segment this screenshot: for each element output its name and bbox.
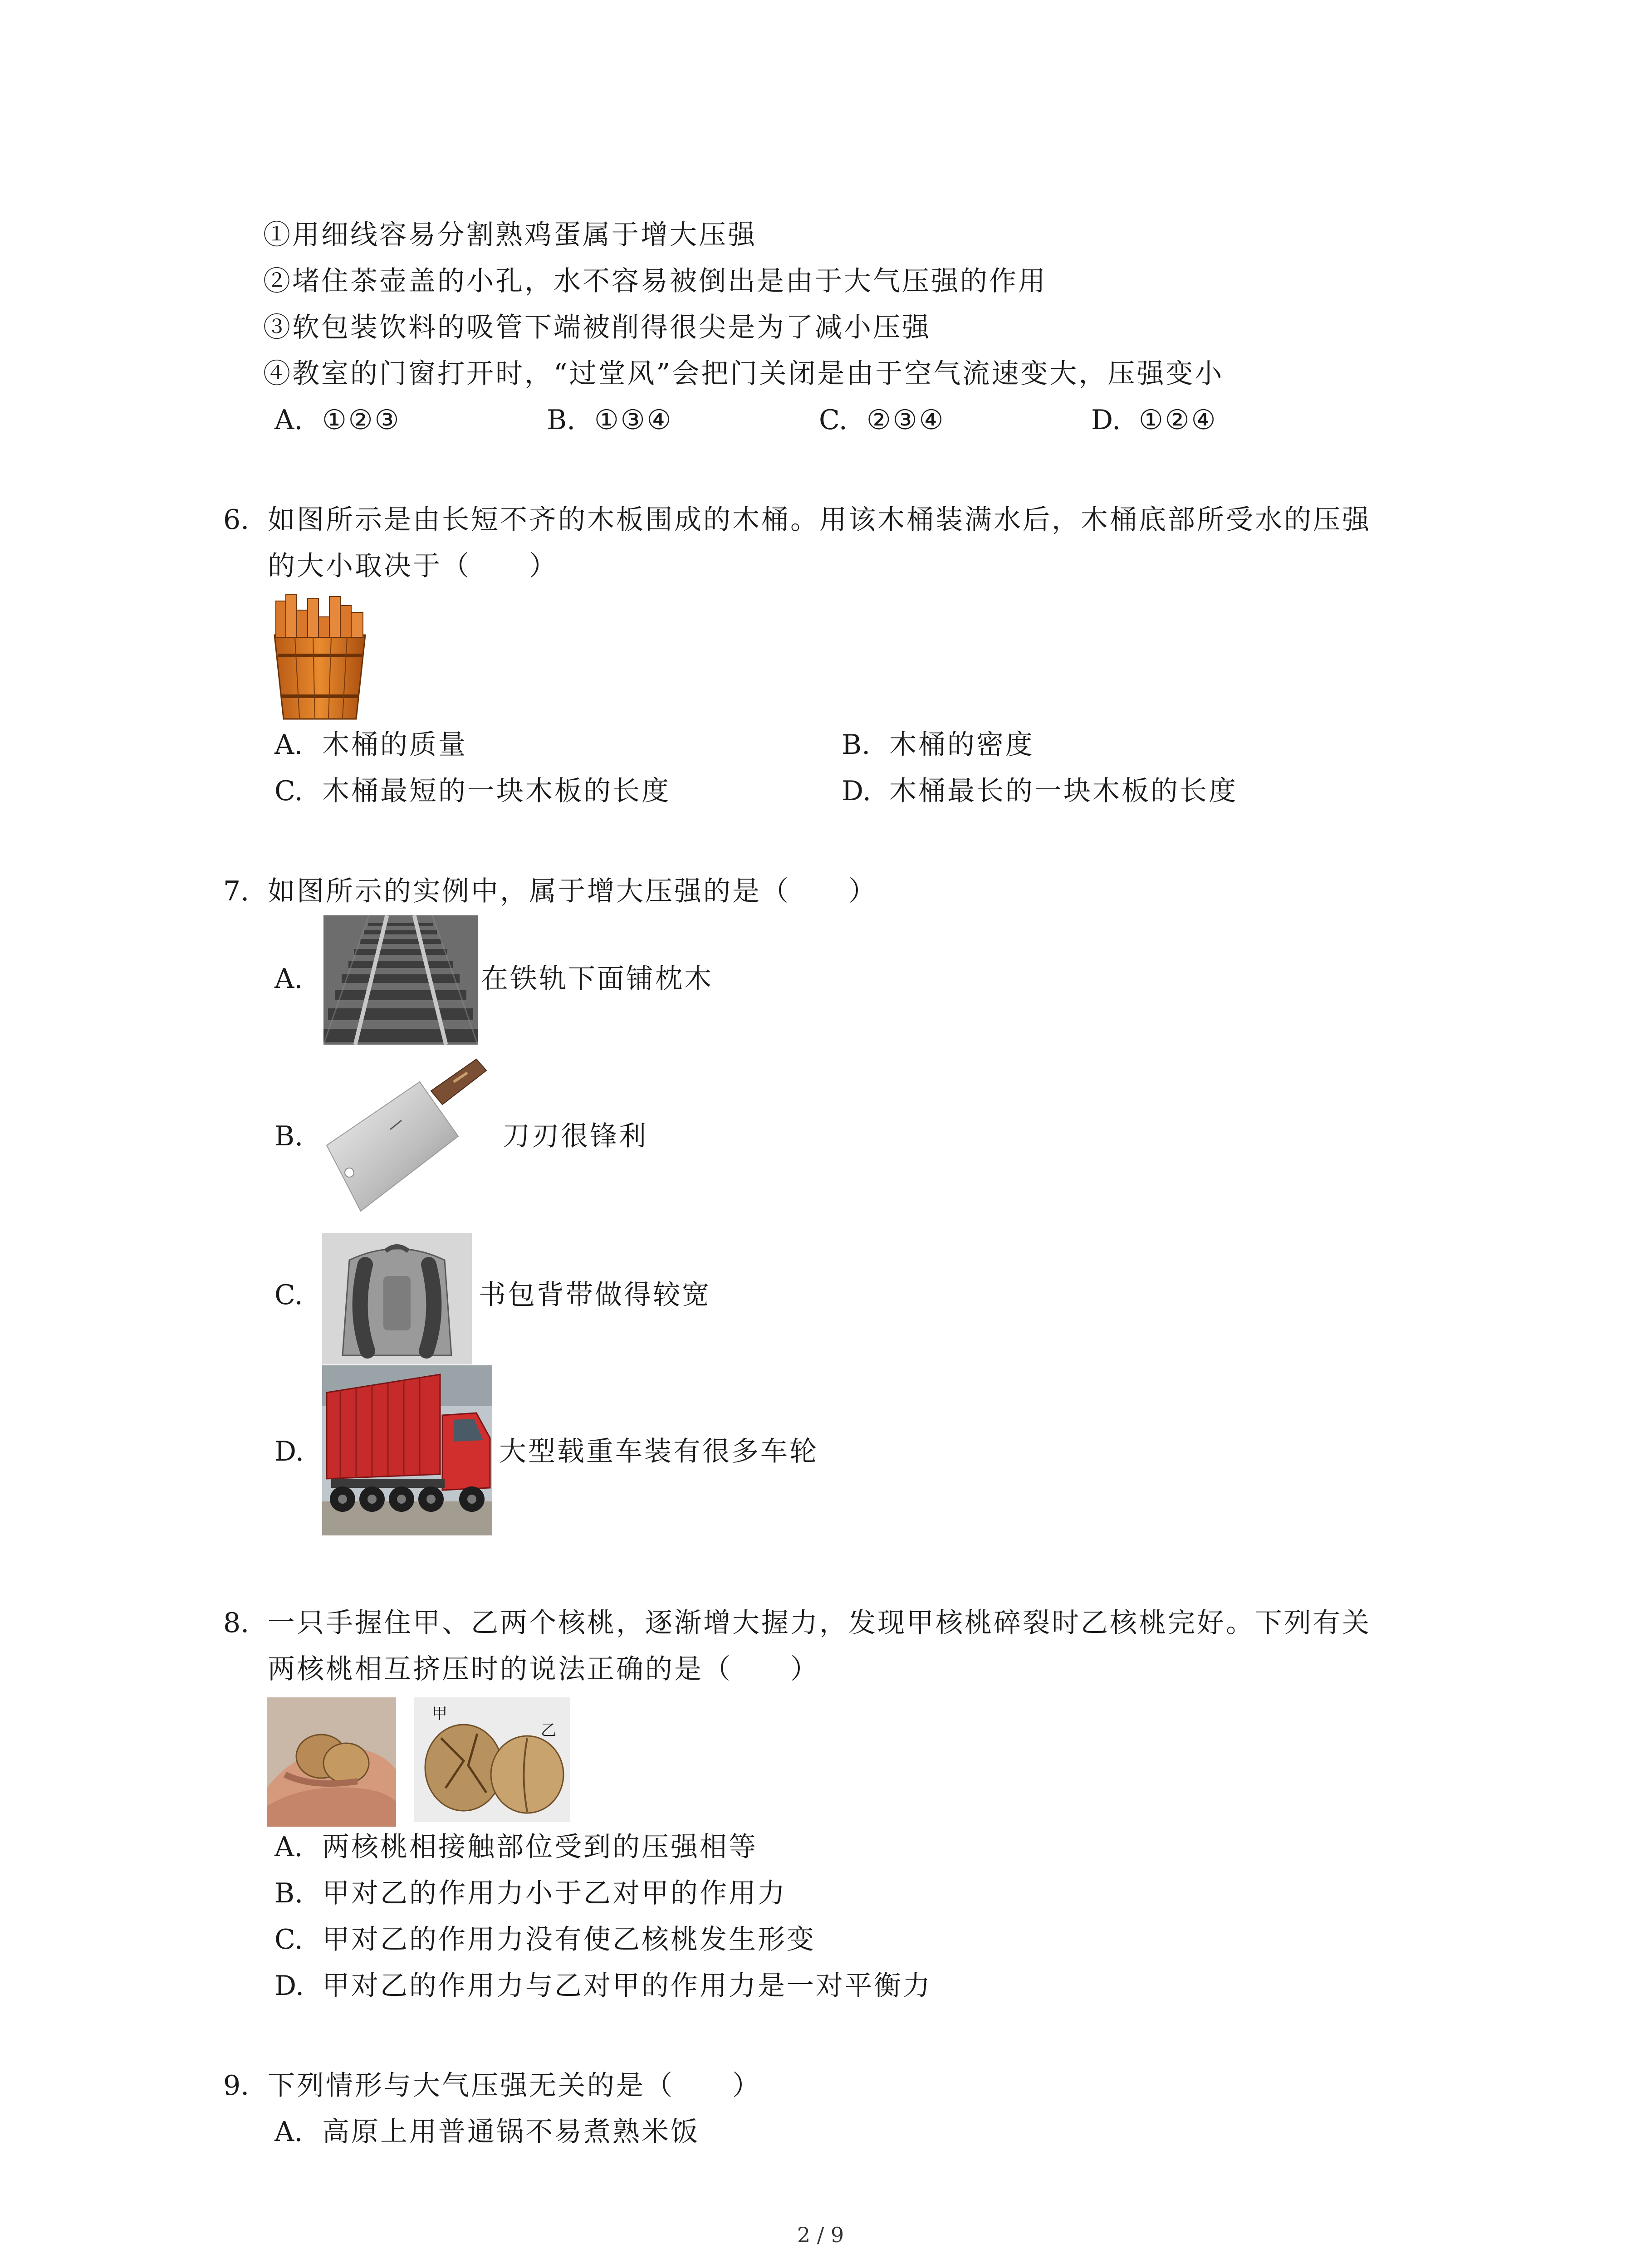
q8-option-a-text: 两核桃相接触部位受到的压强相等 <box>322 1831 758 1863</box>
wooden-bucket-image <box>268 592 372 723</box>
q6-option-b-label: B. <box>842 729 871 761</box>
q8-option-c-text: 甲对乙的作用力没有使乙核桃发生形变 <box>322 1924 816 1955</box>
q7-stem: 如图所示的实例中，属于增大压强的是（ ） <box>268 875 877 907</box>
q5-option-a-text: ①②③ <box>322 404 401 436</box>
q5-option-b-label: B. <box>547 404 576 436</box>
q9-stem: 下列情形与大气压强无关的是（ ） <box>268 2070 761 2102</box>
q6-option-d-label: D. <box>842 775 872 807</box>
q8-stem-line1: 一只手握住甲、乙两个核桃，逐渐增大握力，发现甲核桃碎裂时乙核桃完好。下列有关 <box>268 1607 1371 1639</box>
q6-stem-line2: 的大小取决于（ ） <box>268 550 558 582</box>
q8-option-b-label: B. <box>274 1877 304 1909</box>
backpack-image <box>322 1233 472 1364</box>
q7-option-b-text: 刀刃很锋利 <box>503 1120 648 1152</box>
q9-number: 9. <box>223 2070 250 2102</box>
q6-option-d-text: 木桶最长的一块木板的长度 <box>889 775 1238 807</box>
q8-number: 8. <box>223 1607 250 1639</box>
q5-statement-2: ②堵住茶壶盖的小孔，水不容易被倒出是由于大气压强的作用 <box>263 265 1047 297</box>
q5-option-d-text: ①②④ <box>1139 404 1218 436</box>
cleaver-knife-image <box>322 1057 495 1222</box>
q6-option-b-text: 木桶的密度 <box>889 729 1034 761</box>
q7-option-d-label: D. <box>274 1436 304 1467</box>
q7-option-a-text: 在铁轨下面铺枕木 <box>481 963 713 995</box>
q5-option-c-label: C. <box>819 404 847 436</box>
q6-stem-line1: 如图所示是由长短不齐的木板围成的木桶。用该木桶装满水后，木桶底部所受水的压强 <box>268 504 1371 536</box>
q5-option-d-label: D. <box>1091 404 1121 436</box>
q6-option-a-label: A. <box>274 729 303 761</box>
q8-option-c-label: C. <box>274 1924 303 1955</box>
q7-option-c-text: 书包背带做得较宽 <box>479 1279 711 1311</box>
q7-option-a-label: A. <box>274 963 303 995</box>
q5-statement-1: ①用细线容易分割熟鸡蛋属于增大压强 <box>263 219 757 251</box>
q5-option-b-text: ①③④ <box>594 404 673 436</box>
q9-option-a-text: 高原上用普通锅不易煮熟米饭 <box>322 2116 700 2148</box>
q6-option-c-label: C. <box>274 775 303 807</box>
q8-option-b-text: 甲对乙的作用力小于乙对甲的作用力 <box>322 1877 787 1909</box>
q5-statement-3: ③软包装饮料的吸管下端被削得很尖是为了减小压强 <box>263 312 931 343</box>
q8-option-d-text: 甲对乙的作用力与乙对甲的作用力是一对平衡力 <box>322 1970 932 2002</box>
q5-option-c-text: ②③④ <box>867 404 945 436</box>
hand-holding-walnuts-image <box>267 1697 396 1827</box>
q5-option-a-label: A. <box>274 404 303 436</box>
q7-option-c-label: C. <box>274 1279 303 1311</box>
q8-option-a-label: A. <box>274 1831 303 1863</box>
q8-stem-line2: 两核桃相互挤压时的说法正确的是（ ） <box>268 1653 819 1685</box>
q5-statement-4: ④教室的门窗打开时，“过堂风”会把门关闭是由于空气流速变大，压强变小 <box>263 358 1224 390</box>
walnut-label-yi: 乙 <box>541 1721 556 1740</box>
q7-option-d-text: 大型载重车装有很多车轮 <box>499 1436 818 1467</box>
q7-option-b-label: B. <box>274 1120 304 1152</box>
walnuts-jia-yi-image <box>414 1697 570 1822</box>
q6-option-a-text: 木桶的质量 <box>322 729 467 761</box>
railway-track-image <box>323 915 478 1045</box>
q6-number: 6. <box>223 504 250 536</box>
heavy-truck-image <box>322 1365 492 1535</box>
q6-option-c-text: 木桶最短的一块木板的长度 <box>322 775 671 807</box>
page-number: 2 / 9 <box>797 2223 844 2247</box>
q9-option-a-label: A. <box>274 2116 303 2148</box>
walnut-label-jia: 甲 <box>432 1705 447 1723</box>
q8-option-d-label: D. <box>274 1970 304 2002</box>
q7-number: 7. <box>223 875 250 907</box>
